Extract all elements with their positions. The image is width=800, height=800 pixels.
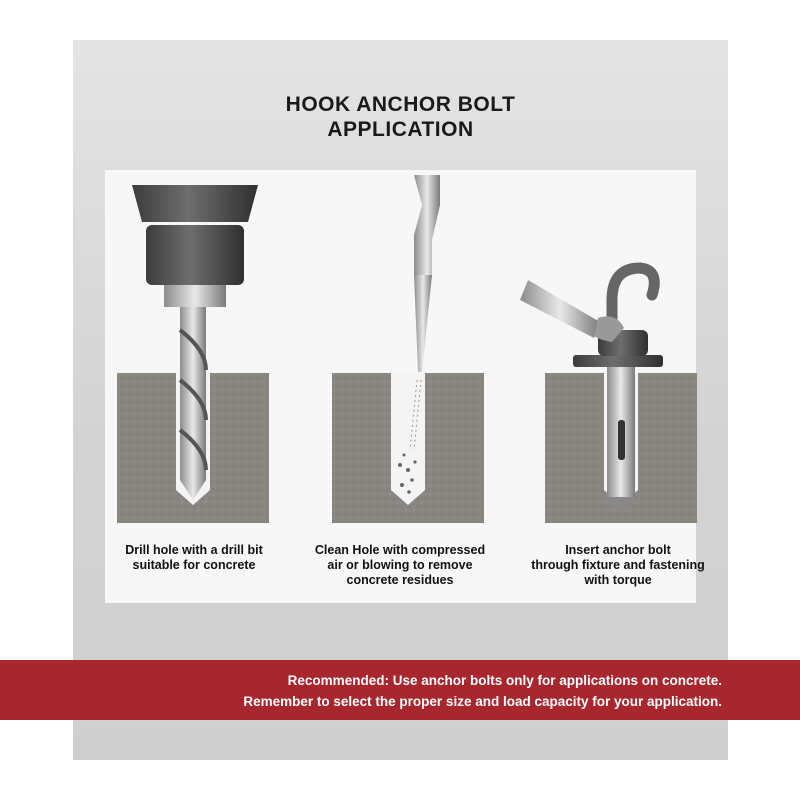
step-3-caption (520, 543, 716, 588)
title-line-1: HOOK ANCHOR BOLT (285, 93, 516, 116)
title-line-2: APPLICATION (327, 118, 474, 141)
caption-line: through fixture and fastening (531, 558, 705, 572)
caption-line: Clean Hole with compressed (314, 543, 486, 557)
concrete-block-2 (332, 373, 484, 523)
drill-chuck (132, 185, 258, 307)
banner-text (243, 670, 722, 712)
caption-line: with torque (584, 573, 652, 587)
caption-line: Insert anchor bolt (565, 543, 671, 557)
caption-line: air or blowing to remove (327, 558, 473, 572)
drill-bit (180, 307, 206, 500)
banner-line-1: Recommended: Use anchor bolts only for applications on concrete. (287, 673, 722, 688)
step-2-caption (302, 543, 498, 588)
caption-line: concrete residues (346, 573, 454, 587)
caption-line: suitable for concrete (132, 558, 256, 572)
banner-line-2: Remember to select the proper size and load capacity for your application. (243, 694, 722, 709)
caption-line: Drill hole with a drill bit (125, 543, 263, 557)
recommendation-banner (0, 660, 800, 720)
step-1-caption (96, 543, 292, 573)
